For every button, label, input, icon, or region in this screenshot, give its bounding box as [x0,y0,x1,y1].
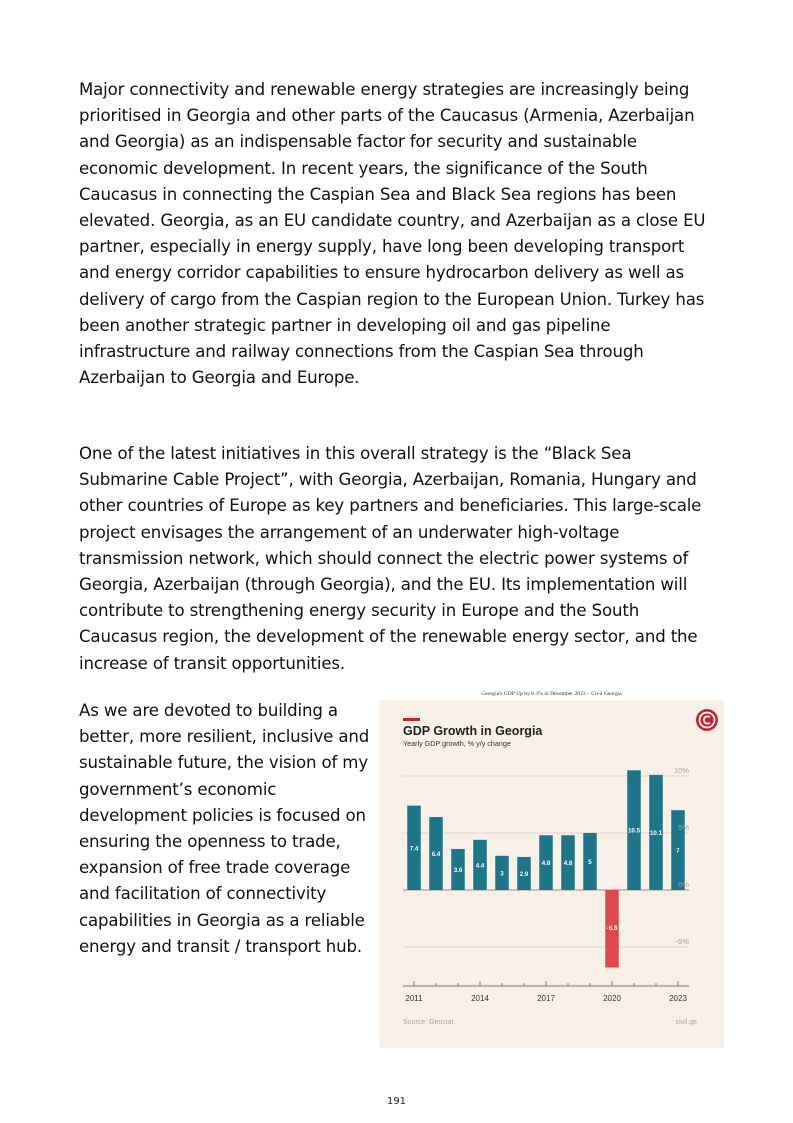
bar-value-label: 7 [676,847,680,855]
bar-value-label: 5 [588,859,592,866]
bar-value-label: 7.4 [409,845,419,853]
gdp-chart-figure [379,700,724,1048]
x-tick-label: 2014 [471,994,489,1003]
body-paragraph-1: Major connectivity and renewable energy strategies are increasingly being prioritised in Georgia and other parts of the Caucasus (Armenia, Azerbaijan and Georgia) as an indispensable factor for security and sustainable economic development. In recent years, the significance of the South Caucasus in connecting the Caspian Sea and Black Sea regions has been elevated. Georgia, as an EU candidate country, and Azerbaijan as a close EU partner, especially in energy supply, have long been developing transport and energy corridor capabilities to ensure hydrocarbon delivery as well as delivery of cargo from the Caspian region to the European Union. Turkey has been another strategic partner in developing oil and gas pipeline infrastructure and railway connections from the Caspian Sea through Azerbaijan to Georgia and Europe. [79,80,706,388]
chart-credit: civil.ge [675,1019,697,1026]
body-paragraph-3: As we are devoted to building a better, more resilient, inclusive and sustainable future, the vision of my government’s economic development policies is focused on ensuring the openness to trade, expansion of free trade coverage and facilitation of connectivity capabilities in Georgia as a reliable energy and transit / transport hub. [79,701,370,956]
y-tick-label: -5% [675,937,689,946]
x-tick-label: 2017 [537,994,555,1003]
bar-value-label: -6.8 [606,925,618,932]
x-tick-label: 2011 [405,994,423,1003]
bar-value-label: 10.5 [627,827,641,835]
chart-bars [407,770,685,967]
y-tick-label: 0% [678,880,689,889]
title-accent-bar [403,718,420,721]
bar-value-label: 4.4 [475,862,485,870]
bar-value-label: 10.1 [649,829,663,837]
x-tick-label: 2023 [669,994,687,1003]
chart-x-axis [403,981,689,1003]
figure-caption: Georgia's GDP Up by 8.3% in December 2023 – Civil Georgia [481,691,622,697]
gdp-bar-chart [379,700,724,1048]
body-paragraph-2: One of the latest initiatives in this overall strategy is the “Black Sea Submarine Cable Project”, with Georgia, Azerbaijan, Romania, Hungary and other countries of Europe as key partners and beneficiaries. This large-scale project envisages the arrangement of an underwater high-voltage transmission network, which should connect the electric power systems of Georgia, Azerbaijan (through Georgia), and the EU. Its implementation will contribute to strengthening energy security in Europe and the South Caucasus region, the development of the renewable energy sector, and the increase of transit opportunities. [79,444,702,673]
bar-value-label: 6.4 [431,851,441,859]
y-tick-label: 5% [678,823,689,832]
civil-ge-logo-icon [696,709,718,731]
x-tick-label: 2020 [603,994,621,1003]
bar-value-label: 3 [500,870,504,878]
chart-subtitle: Yearly GDP growth, % y/y change [403,739,511,748]
y-tick-label: 10% [673,766,689,775]
chart-source: Source: Geostat [403,1019,454,1026]
page-number: 191 [386,1096,407,1107]
bar-value-label: 3.6 [453,866,463,874]
chart-title: GDP Growth in Georgia [403,724,543,738]
bar-value-label: 4.8 [541,860,551,868]
bar-value-label: 4.8 [563,860,573,868]
bar-value-label: 2.9 [519,870,529,878]
